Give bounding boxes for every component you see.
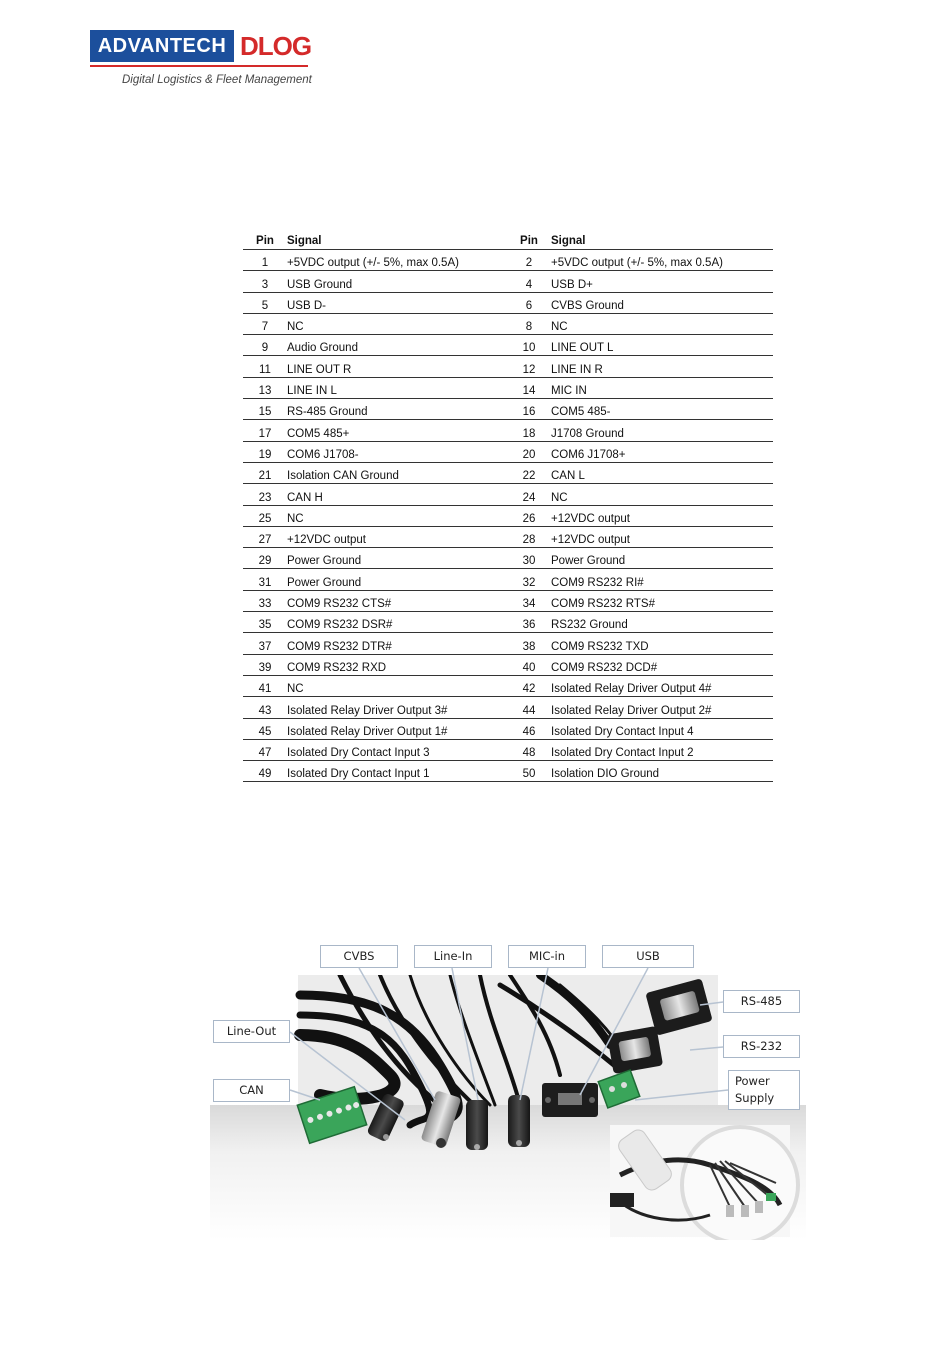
pin-number-left: 11 (243, 356, 287, 377)
pin-number-right: 26 (509, 505, 549, 526)
logo-tagline: Digital Logistics & Fleet Management (122, 74, 312, 86)
callout-rs485: RS-485 (723, 990, 800, 1013)
signal-name-right: LINE OUT L (549, 335, 773, 356)
pin-number-right: 30 (509, 548, 549, 569)
signal-name-left: Isolation CAN Ground (287, 462, 509, 483)
cable-overview-inset (610, 1125, 798, 1240)
signal-name-right: +12VDC output (549, 526, 773, 547)
callout-line-in: Line-In (414, 945, 492, 968)
pin-number-left: 23 (243, 484, 287, 505)
pin-number-right: 44 (509, 697, 549, 718)
pin-number-left: 5 (243, 292, 287, 313)
table-row (243, 590, 773, 611)
signal-name-left: LINE OUT R (287, 356, 509, 377)
table-row (243, 505, 773, 526)
rs232-dsub-connector (607, 1026, 663, 1074)
signal-name-left: RS-485 Ground (287, 399, 509, 420)
signal-name-left: Isolated Relay Driver Output 1# (287, 718, 509, 739)
signal-name-left: COM9 RS232 DTR# (287, 633, 509, 654)
pin-number-right: 42 (509, 675, 549, 696)
table-row (243, 377, 773, 398)
pin-number-left: 43 (243, 697, 287, 718)
company-logo (90, 30, 310, 92)
table-row (243, 612, 773, 633)
callout-usb: USB (602, 945, 694, 968)
signal-name-right: CAN L (549, 462, 773, 483)
signal-name-right: RS232 Ground (549, 612, 773, 633)
signal-name-left: COM9 RS232 RXD (287, 654, 509, 675)
pin-number-right: 46 (509, 718, 549, 739)
signal-name-left: USB Ground (287, 271, 509, 292)
table-row (243, 271, 773, 292)
table-header-row (243, 232, 773, 250)
signal-name-left: LINE IN L (287, 377, 509, 398)
pin-table-body (243, 250, 773, 782)
signal-name-left: Power Ground (287, 569, 509, 590)
table-row (243, 250, 773, 271)
signal-name-left: Isolated Relay Driver Output 3# (287, 697, 509, 718)
signal-name-left: +12VDC output (287, 526, 509, 547)
pin-number-left: 41 (243, 675, 287, 696)
header-pin-right: Pin (509, 232, 549, 250)
callout-can: CAN (213, 1079, 290, 1102)
pin-number-left: 31 (243, 569, 287, 590)
pin-number-left: 3 (243, 271, 287, 292)
logo-advantech: ADVANTECH (90, 30, 234, 62)
pin-number-left: 39 (243, 654, 287, 675)
signal-name-left: USB D- (287, 292, 509, 313)
pin-number-right: 36 (509, 612, 549, 633)
table-row (243, 441, 773, 462)
pin-number-right: 2 (509, 250, 549, 271)
header-signal-left: Signal (287, 232, 509, 250)
signal-name-left: Audio Ground (287, 335, 509, 356)
signal-name-right: NC (549, 484, 773, 505)
pin-number-right: 50 (509, 761, 549, 782)
pin-number-left: 27 (243, 526, 287, 547)
signal-name-left: Isolated Dry Contact Input 1 (287, 761, 509, 782)
signal-name-left: COM5 485+ (287, 420, 509, 441)
table-row (243, 761, 773, 782)
cable-illustration (210, 975, 806, 1240)
logo-divider (90, 65, 308, 67)
table-row (243, 654, 773, 675)
pin-assignment-table (243, 232, 773, 782)
cable-photo (210, 975, 806, 1240)
pin-number-left: 21 (243, 462, 287, 483)
pin-number-right: 24 (509, 484, 549, 505)
table-row (243, 569, 773, 590)
pin-number-left: 7 (243, 313, 287, 334)
signal-name-right: +12VDC output (549, 505, 773, 526)
signal-name-right: COM9 RS232 RTS# (549, 590, 773, 611)
callout-cvbs: CVBS (320, 945, 398, 968)
table-row (243, 484, 773, 505)
pin-number-left: 47 (243, 739, 287, 760)
pin-number-left: 37 (243, 633, 287, 654)
signal-name-right: Isolated Dry Contact Input 4 (549, 718, 773, 739)
pin-number-left: 15 (243, 399, 287, 420)
table-row (243, 399, 773, 420)
pin-number-left: 35 (243, 612, 287, 633)
signal-name-right: CVBS Ground (549, 292, 773, 313)
signal-name-left: NC (287, 313, 509, 334)
pin-number-left: 19 (243, 441, 287, 462)
pin-number-right: 38 (509, 633, 549, 654)
callout-power-supply: Power Supply (728, 1070, 800, 1110)
pin-number-right: 32 (509, 569, 549, 590)
signal-name-right: COM9 RS232 DCD# (549, 654, 773, 675)
pin-number-right: 28 (509, 526, 549, 547)
pin-number-left: 1 (243, 250, 287, 271)
signal-name-right: J1708 Ground (549, 420, 773, 441)
signal-name-right: Isolated Dry Contact Input 2 (549, 739, 773, 760)
pin-number-right: 40 (509, 654, 549, 675)
signal-name-right: COM9 RS232 TXD (549, 633, 773, 654)
signal-name-right: COM5 485- (549, 399, 773, 420)
signal-name-left: +5VDC output (+/- 5%, max 0.5A) (287, 250, 509, 271)
callout-mic-in: MIC-in (508, 945, 586, 968)
table-row (243, 548, 773, 569)
pin-number-left: 17 (243, 420, 287, 441)
signal-name-left: COM9 RS232 DSR# (287, 612, 509, 633)
pin-number-right: 20 (509, 441, 549, 462)
table-row (243, 739, 773, 760)
pin-number-right: 10 (509, 335, 549, 356)
pin-number-left: 33 (243, 590, 287, 611)
mic-in-jack (508, 1095, 530, 1147)
pin-number-right: 4 (509, 271, 549, 292)
header-pin-left: Pin (243, 232, 287, 250)
signal-name-right: MIC IN (549, 377, 773, 398)
pin-number-left: 13 (243, 377, 287, 398)
table-row (243, 292, 773, 313)
signal-name-right: Isolated Relay Driver Output 2# (549, 697, 773, 718)
pin-number-right: 34 (509, 590, 549, 611)
table-row (243, 313, 773, 334)
logo-dlog: DLOG (240, 31, 312, 61)
pin-number-right: 12 (509, 356, 549, 377)
table-row (243, 718, 773, 739)
signal-name-right: +5VDC output (+/- 5%, max 0.5A) (549, 250, 773, 271)
table-row (243, 526, 773, 547)
pin-number-right: 16 (509, 399, 549, 420)
table-row (243, 633, 773, 654)
header-signal-right: Signal (549, 232, 773, 250)
signal-name-right: COM6 J1708+ (549, 441, 773, 462)
usb-panel-connector (542, 1083, 598, 1117)
signal-name-right: NC (549, 313, 773, 334)
signal-name-right: LINE IN R (549, 356, 773, 377)
signal-name-left: Isolated Dry Contact Input 3 (287, 739, 509, 760)
pin-number-left: 29 (243, 548, 287, 569)
pin-number-right: 8 (509, 313, 549, 334)
signal-name-left: COM6 J1708- (287, 441, 509, 462)
pin-number-left: 49 (243, 761, 287, 782)
signal-name-right: Isolated Relay Driver Output 4# (549, 675, 773, 696)
callout-rs232: RS-232 (723, 1035, 800, 1058)
signal-name-left: Power Ground (287, 548, 509, 569)
pin-number-right: 6 (509, 292, 549, 313)
pin-number-left: 25 (243, 505, 287, 526)
table-row (243, 675, 773, 696)
callout-line-out: Line-Out (213, 1020, 290, 1043)
signal-name-right: Power Ground (549, 548, 773, 569)
table-row (243, 420, 773, 441)
pin-number-right: 14 (509, 377, 549, 398)
signal-name-right: USB D+ (549, 271, 773, 292)
pin-number-right: 18 (509, 420, 549, 441)
table-row (243, 697, 773, 718)
signal-name-left: CAN H (287, 484, 509, 505)
signal-name-right: Isolation DIO Ground (549, 761, 773, 782)
pin-number-left: 45 (243, 718, 287, 739)
table-row (243, 462, 773, 483)
line-in-jack (466, 1100, 488, 1150)
table-row (243, 356, 773, 377)
signal-name-left: COM9 RS232 CTS# (287, 590, 509, 611)
pin-number-right: 22 (509, 462, 549, 483)
pin-number-right: 48 (509, 739, 549, 760)
signal-name-right: COM9 RS232 RI# (549, 569, 773, 590)
pin-number-left: 9 (243, 335, 287, 356)
signal-name-left: NC (287, 505, 509, 526)
signal-name-left: NC (287, 675, 509, 696)
table-row (243, 335, 773, 356)
